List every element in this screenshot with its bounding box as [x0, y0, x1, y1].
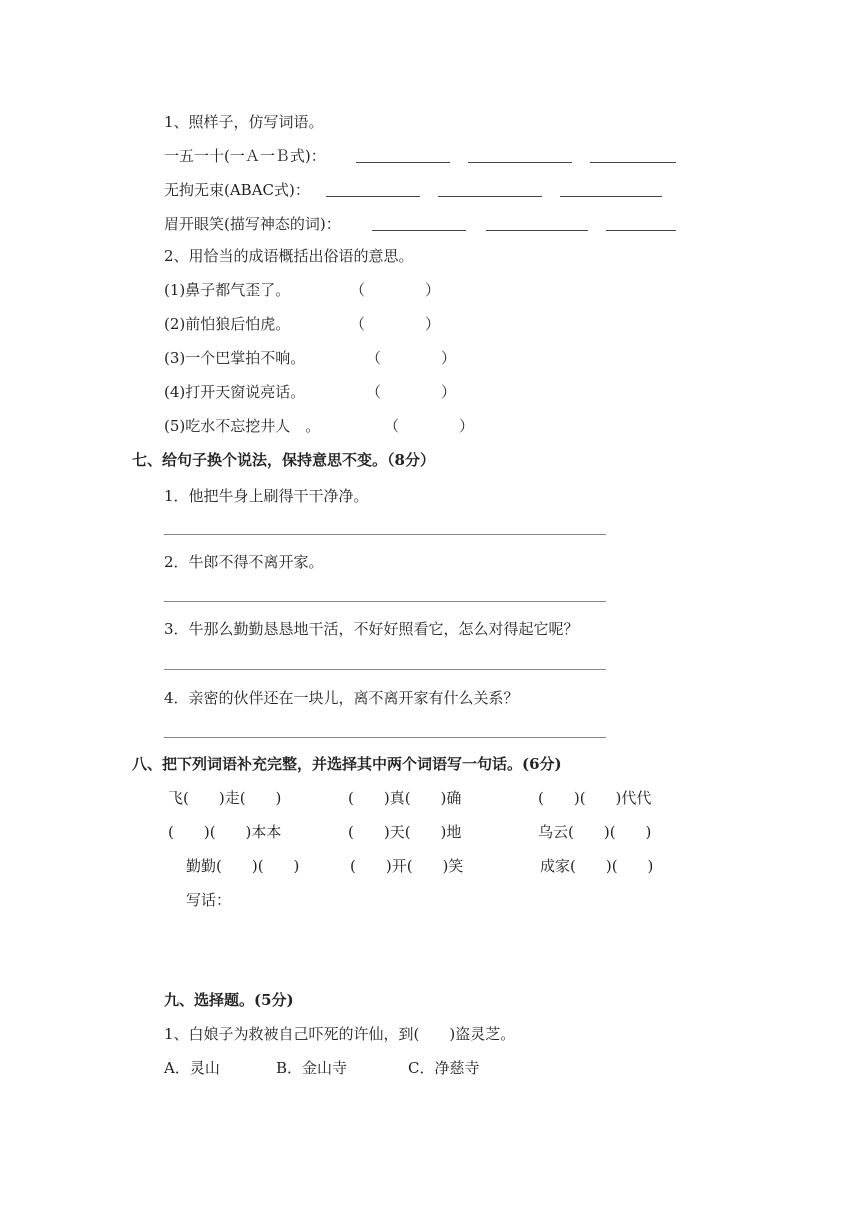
- s9-option-c[interactable]: C．净慈寺: [408, 1059, 480, 1077]
- q2-item-5: (5)吃水不忘挖井人 。: [164, 417, 321, 435]
- q1-row-2-blank-2[interactable]: [438, 196, 542, 197]
- q2-item-4-answer[interactable]: （ ）: [366, 383, 457, 401]
- q1-row-1-blank-2[interactable]: [468, 162, 572, 163]
- q2-item-3-answer[interactable]: （ ）: [366, 349, 457, 367]
- s8-write-label: 写话：: [186, 891, 232, 909]
- section-9-title: 九、选择题。(5分): [164, 991, 294, 1009]
- s9-option-a[interactable]: A．灵山: [164, 1059, 220, 1077]
- s8-row2-word-3[interactable]: 乌云( )( ): [538, 823, 652, 841]
- s7-item-3-answer-line[interactable]: [164, 669, 606, 670]
- s7-item-4-answer-line[interactable]: [164, 737, 606, 738]
- q1-row-3-blank-1[interactable]: [372, 230, 466, 231]
- q1-row-2-blank-3[interactable]: [560, 196, 662, 197]
- s8-row2-word-1[interactable]: ( )( )本本: [168, 823, 282, 841]
- q2-item-1: (1)鼻子都气歪了。: [164, 281, 291, 299]
- q2-item-4: (4)打开天窗说亮话。: [164, 383, 306, 401]
- q2-item-5-answer[interactable]: （ ）: [384, 417, 475, 435]
- s8-row3-word-3[interactable]: 成家( )( ): [540, 857, 654, 875]
- s7-item-4: 4．亲密的伙伴还在一块儿，离不离开家有什么关系？: [164, 689, 519, 707]
- section-7-title: 七、给句子换个说法，保持意思不变。（8分）: [132, 451, 435, 469]
- q1-row-1-blank-1[interactable]: [356, 162, 450, 163]
- s8-row1-word-1[interactable]: 飞( )走( ): [168, 789, 282, 807]
- q1-row-1-label: 一五一十(一Ａ一Ｂ式)：: [164, 147, 326, 165]
- q1-row-3-blank-3[interactable]: [606, 230, 676, 231]
- s9-question-1: 1、白娘子为救被自己吓死的许仙，到( )盗灵芝。: [164, 1025, 516, 1043]
- q2-item-2: (2)前怕狼后怕虎。: [164, 315, 291, 333]
- q1-row-2-blank-1[interactable]: [326, 196, 420, 197]
- q2-title: 2、用恰当的成语概括出俗语的意思。: [164, 247, 414, 265]
- q2-item-2-answer[interactable]: （ ）: [350, 315, 441, 333]
- s8-row2-word-2[interactable]: ( )天( )地: [348, 823, 462, 841]
- q1-row-3-blank-2[interactable]: [486, 230, 588, 231]
- q1-row-3-label: 眉开眼笑(描写神态的词)：: [164, 215, 341, 233]
- q2-item-1-answer[interactable]: （ ）: [350, 281, 441, 299]
- s8-row3-word-1[interactable]: 勤勤( )( ): [186, 857, 300, 875]
- s8-row1-word-2[interactable]: ( )真( )确: [348, 789, 462, 807]
- q2-item-3: (3)一个巴掌拍不响。: [164, 349, 306, 367]
- section-8-title: 八、把下列词语补充完整，并选择其中两个词语写一句话。(6分): [132, 755, 562, 773]
- s9-option-b[interactable]: B．金山寺: [276, 1059, 348, 1077]
- s8-row3-word-2[interactable]: ( )开( )笑: [350, 857, 464, 875]
- q1-row-1-blank-3[interactable]: [590, 162, 676, 163]
- q1-row-2-label: 无拘无束(ABAC式)：: [164, 181, 310, 199]
- s7-item-2: 2．牛郎不得不离开家。: [164, 553, 324, 571]
- s7-item-2-answer-line[interactable]: [164, 601, 606, 602]
- s7-item-1-answer-line[interactable]: [164, 534, 606, 535]
- q1-title: 1、照样子，仿写词语。: [164, 113, 324, 131]
- s7-item-3: 3．牛那么勤勤恳恳地干活，不好好照看它，怎么对得起它呢？: [164, 620, 579, 638]
- s7-item-1: 1．他把牛身上刷得干干净净。: [164, 487, 369, 505]
- s8-row1-word-3[interactable]: ( )( )代代: [538, 789, 652, 807]
